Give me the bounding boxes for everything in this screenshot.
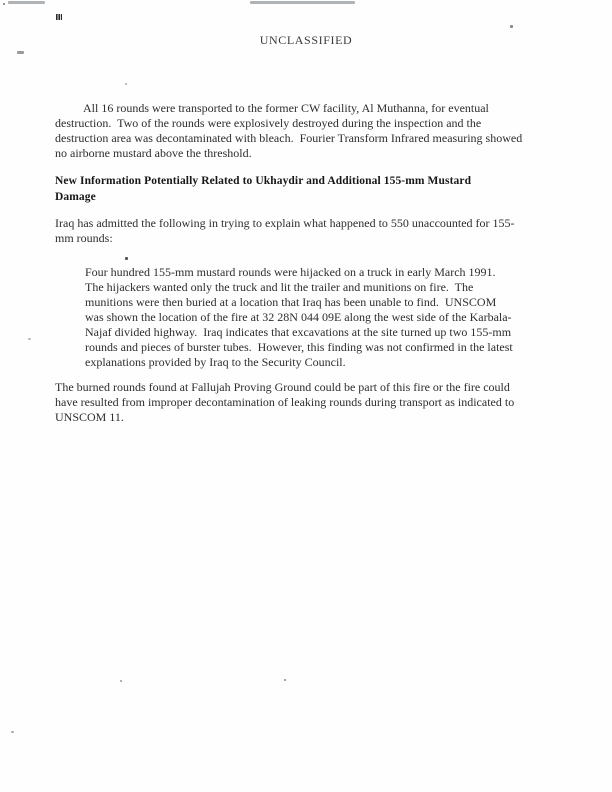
text-line: no airborne mustard above the threshold. <box>55 146 252 160</box>
scan-speck <box>125 83 127 85</box>
intro-paragraph <box>55 216 570 246</box>
text-line: destruction. Two of the rounds were explosively destroyed during the inspection and the <box>55 116 482 130</box>
text-line: have resulted from improper decontamination of leaking rounds during transport as indicated to <box>55 395 515 409</box>
scan-streak <box>8 1 45 4</box>
scan-speck <box>28 338 31 340</box>
text-line: All 16 rounds were transported to the former CW facility, Al Muthanna, for eventual <box>83 101 489 115</box>
text-line: New Information Potentially Related to Ukhaydir and Additional 155-mm Mustard <box>55 175 472 187</box>
opening-paragraph <box>55 101 570 161</box>
scan-speck <box>17 51 24 54</box>
text-line: rounds and pieces of burster tubes. However, this finding was not confirmed in the latest <box>85 340 513 354</box>
scan-speck <box>510 25 513 28</box>
scan-speck <box>125 257 128 260</box>
text-line: The burned rounds found at Fallujah Proving Ground could be part of this fire or the fire could <box>55 380 510 394</box>
text-line: The hijackers wanted only the truck and lit the trailer and munitions on fire. The <box>85 280 474 294</box>
scan-speck <box>11 731 14 733</box>
text-line: UNSCOM 11. <box>55 410 124 424</box>
text-line: Iraq has admitted the following in trying to explain what happened to 550 unaccounted for 155- <box>55 216 515 230</box>
text-line: mm rounds: <box>55 231 113 245</box>
scan-speck <box>3 3 5 5</box>
scan-mark <box>56 14 62 20</box>
classification-banner: UNCLASSIFIED <box>259 33 353 47</box>
scan-streak <box>250 1 355 4</box>
text-line: destruction area was decontaminated with bleach. Fourier Transform Infrared measuring showed <box>55 131 523 145</box>
text-line: Damage <box>55 190 96 203</box>
text-line: explanations provided by Iraq to the Security Council. <box>85 355 346 369</box>
indented-account-paragraph <box>85 265 570 370</box>
text-line: Najaf divided highway. Iraq indicates that excavations at the site turned up two 155-mm <box>85 325 512 339</box>
text-line: was shown the location of the fire at 32 28N 044 09E along the west side of the Karbala- <box>85 310 512 324</box>
text-line: Four hundred 155-mm mustard rounds were hijacked on a truck in early March 1991. <box>85 265 496 279</box>
section-heading <box>55 174 570 205</box>
scan-speck <box>120 680 122 682</box>
text-line: munitions were then buried at a location that Iraq has been unable to find. UNSCOM <box>85 295 497 309</box>
closing-paragraph <box>55 380 570 425</box>
scan-speck <box>284 679 286 681</box>
